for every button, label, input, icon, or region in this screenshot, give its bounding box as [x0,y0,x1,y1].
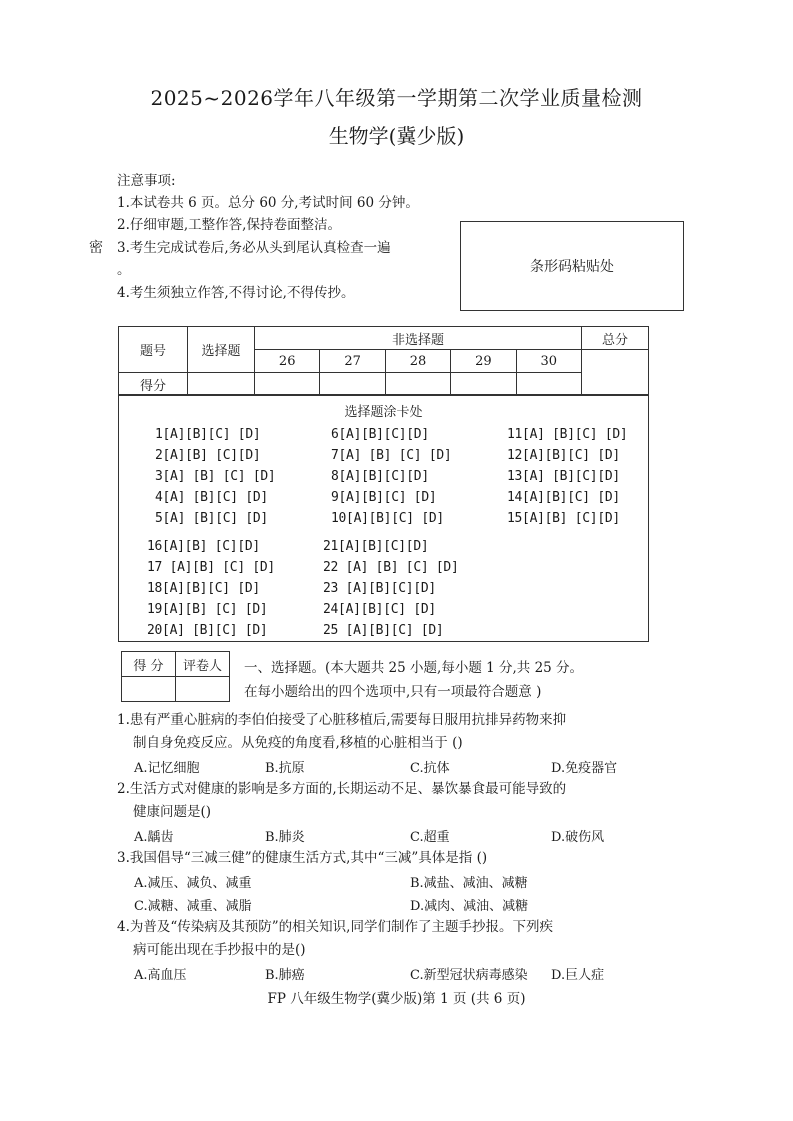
question-number: 30 [516,350,581,373]
option-d[interactable]: D.破伤风 [551,830,605,845]
grader-name-label: 评卷人 [176,652,230,677]
answer-row-22[interactable]: 22 [A] [B] [C] [D] [323,560,459,575]
option-b[interactable]: B.减盐、减油、减糖 [410,876,528,891]
answer-row-11[interactable]: 11[A] [B][C] [D] [507,427,628,442]
header-total: 总分 [582,327,649,350]
answer-row-9[interactable]: 9[A][B][C] [D] [331,490,437,505]
notice-item: 1.本试卷共 6 页。总分 60 分,考试时间 60 分钟。 [117,195,419,211]
notice-item: 3.考生完成试卷后,务必从头到尾认真检查一遍 [117,240,391,256]
grader-table [121,651,230,702]
question-number: 29 [451,350,516,373]
option-a[interactable]: A.记忆细胞 [134,761,200,776]
section-heading [244,656,583,704]
option-d[interactable]: D.减肉、减油、减糖 [410,899,529,914]
answer-row-16[interactable]: 16[A][B] [C][D] [147,539,260,554]
option-a[interactable]: A.高血压 [134,968,187,983]
score-cell[interactable] [320,373,385,396]
answer-row-19[interactable]: 19[A][B] [C] [D] [147,602,268,617]
score-cell[interactable] [451,373,516,396]
score-table [118,326,649,396]
notice-item: 。 [117,262,131,278]
answer-row-15[interactable]: 15[A][B] [C][D] [507,511,620,526]
question-text: 2.生活方式对健康的影响是多方面的,长期运动不足、暴饮暴食最可能导致的 [117,781,567,797]
option-d[interactable]: D.免疫器官 [551,761,618,776]
answer-row-20[interactable]: 20[A] [B][C] [D] [147,623,268,638]
answer-row-24[interactable]: 24[A][B][C] [D] [323,602,436,617]
score-cell[interactable] [385,373,450,396]
option-d[interactable]: D.巨人症 [551,968,605,983]
option-b[interactable]: B.肺炎 [265,830,305,845]
question-text: 健康问题是() [133,804,212,820]
barcode-area [460,221,684,311]
answer-row-25[interactable]: 25 [A][B][C] [D] [323,623,444,638]
header-question: 题号 [119,327,188,373]
question-text: 制自身免疫反应。从免疫的角度看,移植的心脏相当于 () [133,735,463,751]
answer-row-17[interactable]: 17 [A][B] [C] [D] [147,560,275,575]
answer-row-6[interactable]: 6[A][B][C][D] [331,427,429,442]
question-text: 病可能出现在手抄报中的是() [133,942,306,958]
exam-subtitle: 生物学(冀少版) [328,124,465,148]
answer-row-13[interactable]: 13[A] [B][C][D] [507,469,620,484]
question-number: 26 [255,350,320,373]
question-number: 27 [320,350,385,373]
page-footer: FP 八年级生物学(冀少版)第 1 页 (共 6 页) [267,991,526,1007]
total-score-cell[interactable] [582,350,649,396]
answer-row-3[interactable]: 3[A] [B] [C] [D] [155,469,276,484]
score-row-label: 得分 [119,373,188,396]
notice-heading: 注意事项: [117,173,176,189]
option-a[interactable]: A.减压、减负、减重 [134,876,252,891]
option-b[interactable]: B.肺癌 [265,968,305,983]
answer-row-18[interactable]: 18[A][B][C] [D] [147,581,260,596]
answer-row-12[interactable]: 12[A][B][C] [D] [507,448,620,463]
notice-item: 4.考生须独立作答,不得讨论,不得传抄。 [117,285,355,301]
barcode-label: 条形码粘贴处 [530,259,614,275]
grader-score-label: 得 分 [122,652,176,677]
notice-item: 2.仔细审题,工整作答,保持卷面整洁。 [117,217,341,233]
answer-row-2[interactable]: 2[A][B] [C][D] [155,448,261,463]
answer-row-14[interactable]: 14[A][B][C] [D] [507,490,620,505]
answer-card [118,394,649,642]
seal-mark: 密 [89,240,103,256]
answer-row-5[interactable]: 5[A] [B][C] [D] [155,511,268,526]
score-cell[interactable] [516,373,581,396]
grader-score-cell[interactable] [122,677,176,702]
grader-name-cell[interactable] [176,677,230,702]
option-a[interactable]: A.龋齿 [134,830,174,845]
answer-row-10[interactable]: 10[A][B][C] [D] [331,511,444,526]
header-choice: 选择题 [188,327,255,373]
option-c[interactable]: C.抗体 [410,761,450,776]
question-text: 1.患有严重心脏病的李伯伯接受了心脏移植后,需要每日服用抗排异药物来抑 [117,712,567,728]
exam-title: 2025~2026学年八年级第一学期第二次学业质量检测 [150,86,643,110]
section-line: 在每小题给出的四个选项中,只有一项最符合题意 ) [244,684,542,700]
header-nonchoice: 非选择题 [255,327,582,350]
question-number: 28 [385,350,450,373]
answer-row-8[interactable]: 8[A][B][C][D] [331,469,429,484]
option-c[interactable]: C.超重 [410,830,450,845]
question-text: 3.我国倡导“三减三健”的健康生活方式,其中“三减”具体是指 () [117,850,488,866]
answer-row-1[interactable]: 1[A][B][C] [D] [155,427,261,442]
score-cell[interactable] [255,373,320,396]
answer-row-23[interactable]: 23 [A][B][C][D] [323,581,436,596]
score-cell[interactable] [188,373,255,396]
question-text: 4.为普及“传染病及其预防”的相关知识,同学们制作了主题手抄报。下列疾 [117,919,553,935]
option-b[interactable]: B.抗原 [265,761,305,776]
answer-row-7[interactable]: 7[A] [B] [C] [D] [331,448,452,463]
option-c[interactable]: C.减糖、减重、减脂 [134,899,252,914]
answer-card-title: 选择题涂卡处 [344,405,423,420]
answer-row-21[interactable]: 21[A][B][C][D] [323,539,429,554]
answer-row-4[interactable]: 4[A] [B][C] [D] [155,490,268,505]
section-line: 一、选择题。(本大题共 25 小题,每小题 1 分,共 25 分。 [244,660,584,676]
option-c[interactable]: C.新型冠状病毒感染 [410,968,528,983]
